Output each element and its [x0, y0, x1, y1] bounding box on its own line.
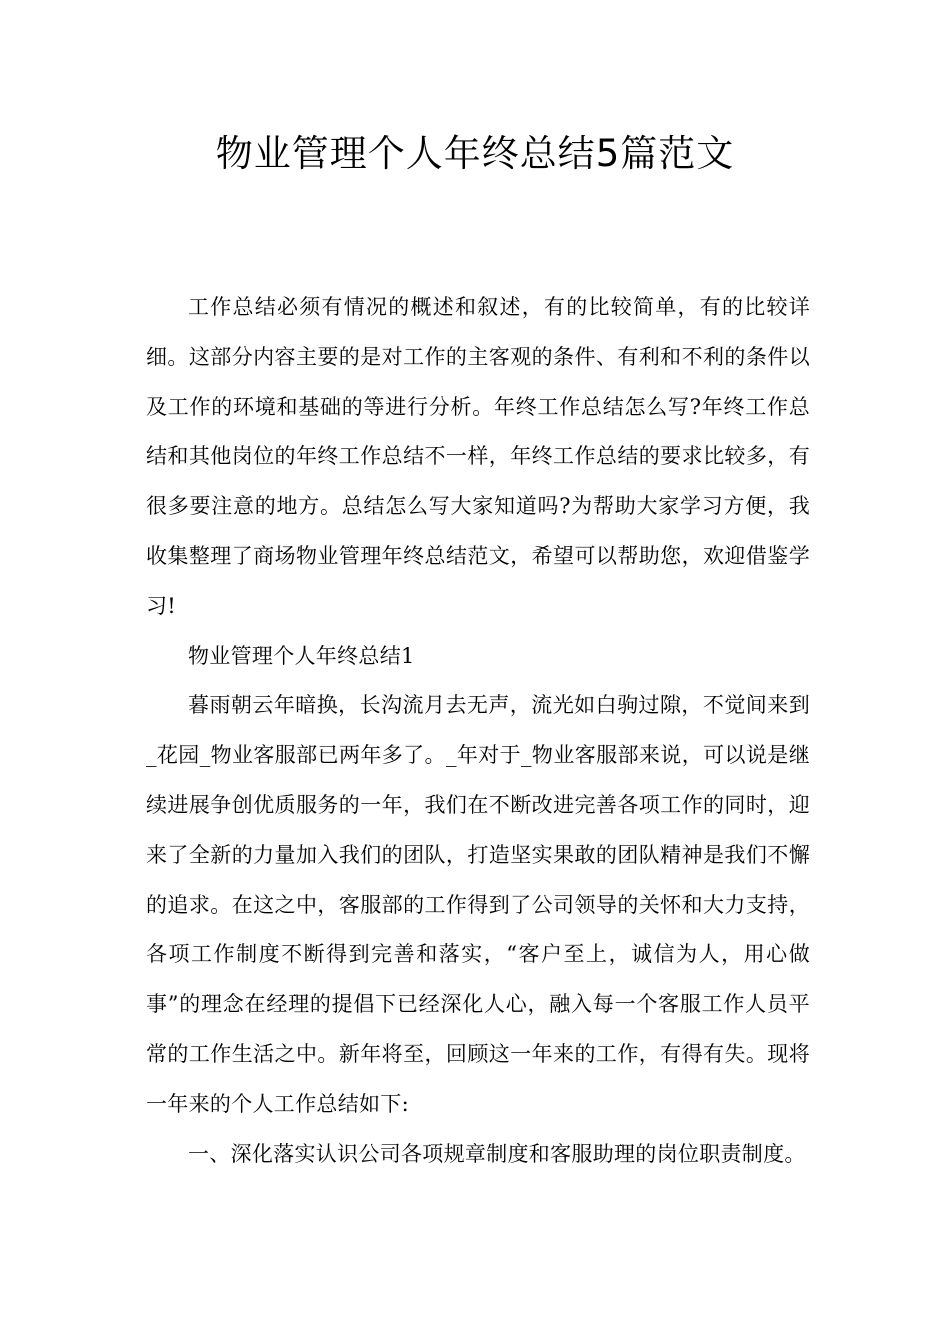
intro-paragraph: 工作总结必须有情况的概述和叙述，有的比较简单，有的比较详细。这部分内容主要的是对工作的主客观的条件、有利和不利的条件以及工作的环境和基础的等进行分析。年终工作总结怎么写?年终工作总结和其他岗位的年终工作总结不一样，年终工作总结的要求比较多，有很多要注意的地方。总结怎么写大家知道吗?为帮助大家学习方便，我收集整理了商场物业管理年终总结范文，希望可以帮助您，欢迎借鉴学习!	[146, 295, 810, 618]
document-title: 物业管理个人年终总结5篇范文	[215, 132, 735, 175]
document-body	[146, 283, 810, 1179]
list-heading: 一、深化落实认识公司各项规章制度和客服助理的岗位职责制度。	[188, 1141, 806, 1166]
section-heading: 物业管理个人年终总结1	[188, 643, 415, 668]
body-paragraph: 暮雨朝云年暗换，长沟流月去无声，流光如白驹过隙，不觉间来到_花园_物业客服部已两年多了。_年对于_物业客服部来说，可以说是继续进展争创优质服务的一年，我们在不断改进完善各项工作的同时，迎来了全新的力量加入我们的团队，打造坚实果敢的团队精神是我们不懈的追求。在这之中，客服部的工作得到了公司领导的关怀和大力支持，各项工作制度不断得到完善和落实，“客户至上，诚信为人，用心做事”的理念在经理的提倡下已经深化人心，融入每一个客服工作人员平常的工作生活之中。新年将至，回顾这一年来的工作，有得有失。现将一年来的个人工作总结如下:	[146, 693, 810, 1116]
